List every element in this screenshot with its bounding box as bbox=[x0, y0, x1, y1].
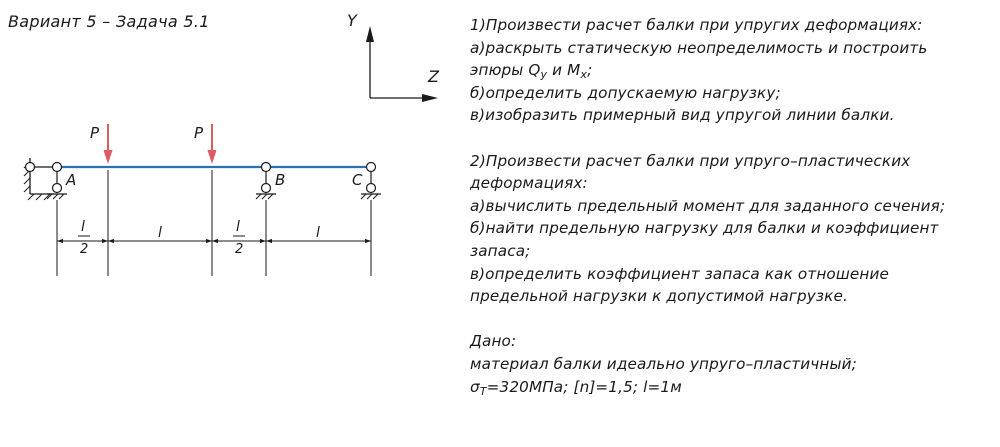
task-text bbox=[470, 14, 995, 398]
svg-text:2: 2 bbox=[235, 242, 244, 257]
support-label-a: A bbox=[66, 171, 77, 189]
svg-text:l: l bbox=[81, 219, 85, 235]
z-axis-arrow bbox=[422, 94, 438, 102]
given-params: $\sigma_T=320МПа$; [n]=1,5; l=1м bbox=[470, 377, 682, 398]
part1-c: в)изобразить примерный вид упругой линии балки. bbox=[470, 106, 895, 125]
part1-a-line1: а)раскрыть статическую неопределимость и построить bbox=[470, 38, 928, 57]
load-label-p1: P bbox=[90, 124, 100, 142]
y-axis-arrow bbox=[366, 26, 374, 42]
part2-b-line2: запаса; bbox=[470, 241, 531, 260]
coordinate-axes bbox=[347, 11, 440, 102]
svg-text:2: 2 bbox=[80, 242, 89, 257]
part1-a-line2: эпюры $Q_y$ и $M_x$; bbox=[470, 61, 593, 82]
page-title: Вариант 5 – Задача 5.1 bbox=[8, 12, 210, 31]
dimension-label-full-2 bbox=[316, 225, 320, 241]
svg-text:l: l bbox=[316, 225, 320, 241]
part2-b-line1: б)найти предельную нагрузку для балки и коэффициент bbox=[470, 219, 939, 238]
load-label-p2: P bbox=[194, 124, 204, 142]
part2-heading-line1: 2)Произвести расчет балки при упруго–пластических bbox=[470, 151, 911, 170]
svg-text:l: l bbox=[236, 219, 240, 235]
load-p2 bbox=[194, 124, 217, 164]
given-material: материал балки идеально упруго–пластичный; bbox=[470, 354, 857, 373]
dimension-label-half-2 bbox=[233, 219, 245, 257]
beam-diagram bbox=[0, 0, 460, 447]
part2-a: а)вычислить предельный момент для заданного сечения; bbox=[470, 196, 946, 215]
svg-text:l: l bbox=[158, 225, 162, 241]
dimension-label-half-1 bbox=[78, 219, 90, 257]
load-p1 bbox=[90, 124, 113, 164]
part1-heading: 1)Произвести расчет балки при упругих деформациях: bbox=[470, 16, 923, 34]
dimension-label-full-1 bbox=[158, 225, 162, 241]
z-axis-label: Z bbox=[428, 67, 439, 86]
part1-b: б)определить допускаемую нагрузку; bbox=[470, 83, 781, 102]
y-axis-label: Y bbox=[347, 11, 357, 30]
dimension-extension-lines bbox=[57, 170, 371, 276]
support-label-b: B bbox=[275, 171, 286, 189]
part2-heading-line2: деформациях: bbox=[470, 174, 588, 193]
support-label-c: C bbox=[352, 171, 363, 189]
part2-c-line2: предельной нагрузки к допустимой нагрузке. bbox=[470, 287, 848, 306]
part2-c-line1: в)определить коэффициент запаса как отношение bbox=[470, 264, 890, 283]
given-heading: Дано: bbox=[470, 332, 517, 351]
